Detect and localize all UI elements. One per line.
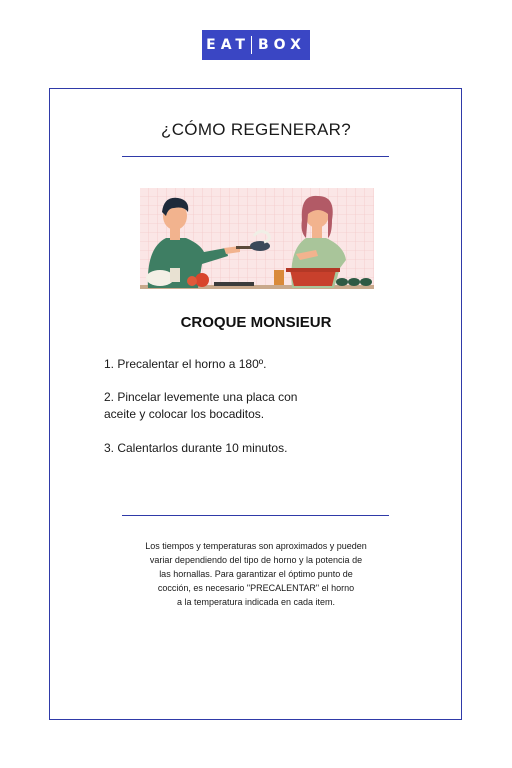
step-1 [104, 356, 364, 373]
step-2 [104, 389, 364, 423]
step-1-line: 1. Precalentar el horno a 180º. [104, 357, 267, 371]
page-title: ¿CÓMO REGENERAR? [161, 120, 351, 139]
eatbox-logo [202, 30, 310, 60]
step-3-line: 3. Calentarlos durante 10 minutos. [104, 441, 288, 455]
dish-name: CROQUE MONSIEUR [180, 314, 332, 331]
note-line-3: las hornallas. Para garantizar el óptimo punto de [159, 569, 353, 579]
note-line-2: variar dependiendo del tipo de horno y la potencia de [149, 555, 363, 565]
step-3 [104, 440, 364, 457]
logo-text-box: BOX [258, 37, 306, 53]
cooking-couple-illustration [140, 188, 374, 292]
step-2-line-2: aceite y colocar los bocaditos. [104, 407, 265, 421]
note-line-5: a la temperatura indicada en cada item. [176, 597, 336, 607]
disclaimer-note [126, 539, 386, 609]
logo-text-eat: EAT [206, 37, 250, 53]
logo-divider [251, 36, 252, 54]
note-divider [122, 515, 389, 516]
note-line-4: cocción, es necesario "PRECALENTAR" el horno [157, 583, 355, 593]
title-divider [122, 156, 389, 157]
step-2-line-1: 2. Pincelar levemente una placa con [104, 390, 298, 404]
note-line-1: Los tiempos y temperaturas son aproximados y pueden [145, 541, 367, 551]
